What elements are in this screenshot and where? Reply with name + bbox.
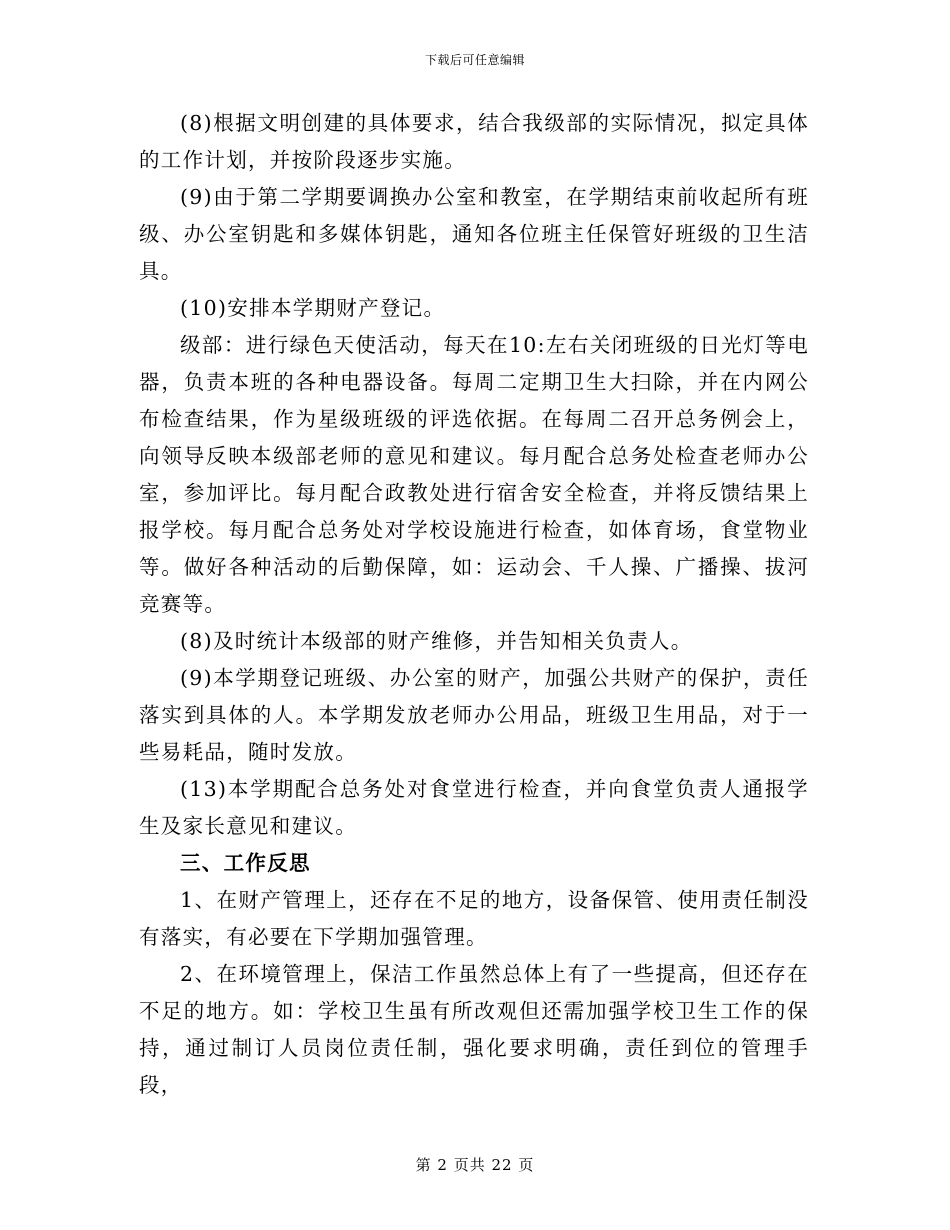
- paragraph-item-13-canteen: (13)本学期配合总务处对食堂进行检查，并向食堂负责人通报学生及家长意见和建议。: [139, 777, 809, 838]
- page-header-note: 下载后可任意编辑: [424, 53, 525, 67]
- paragraph-reflection-1: 1、在财产管理上，还存在不足的地方，设备保管、使用责任制没有落实，有必要在下学期加强管理。: [139, 888, 809, 949]
- page-number: 第 2 页共 22 页: [415, 1156, 535, 1174]
- document-body: [139, 105, 809, 1104]
- paragraph-grade-department: 级部：进行绿色天使活动，每天在10:左右关闭班级的日光灯等电器，负责本班的各种电器设备。每周二定期卫生大扫除，并在内网公布检查结果，作为星级班级的评选依据。在每周二召开总务例会上，向领导反映本级部老师的意见和建议。每月配合总务处检查老师办公室，参加评比。每月配合政教处进行宿舍安全检查，并将反馈结果上报学校。每月配合总务处对学校设施进行检查，如体育场，食堂物业等。做好各种活动的后勤保障，如：运动会、千人操、广播操、拔河竞赛等。: [139, 333, 809, 616]
- paragraph-reflection-2: 2、在环境管理上，保洁工作虽然总体上有了一些提高，但还存在不足的地方。如：学校卫生虽有所改观但还需加强学校卫生工作的保持，通过制订人员岗位责任制，强化要求明确，责任到位的管理手段，: [139, 962, 809, 1097]
- paragraph-item-9-register: (9)本学期登记班级、办公室的财产，加强公共财产的保护，责任落实到具体的人。本学期发放老师办公用品，班级卫生用品，对于一些易耗品，随时发放。: [139, 666, 809, 764]
- paragraph-item-8-repair: (8)及时统计本级部的财产维修，并告知相关负责人。: [180, 629, 693, 653]
- paragraph-item-10-property: (10)安排本学期财产登记。: [180, 296, 446, 320]
- section-heading-reflection: 三、工作反思: [180, 851, 311, 875]
- paragraph-item-8-plan: (8)根据文明创建的具体要求，结合我级部的实际情况，拟定具体的工作计划，并按阶段逐步实施。: [139, 111, 809, 172]
- paragraph-item-9-keys: (9)由于第二学期要调换办公室和教室，在学期结束前收起所有班级、办公室钥匙和多媒体钥匙，通知各位班主任保管好班级的卫生洁具。: [139, 185, 809, 283]
